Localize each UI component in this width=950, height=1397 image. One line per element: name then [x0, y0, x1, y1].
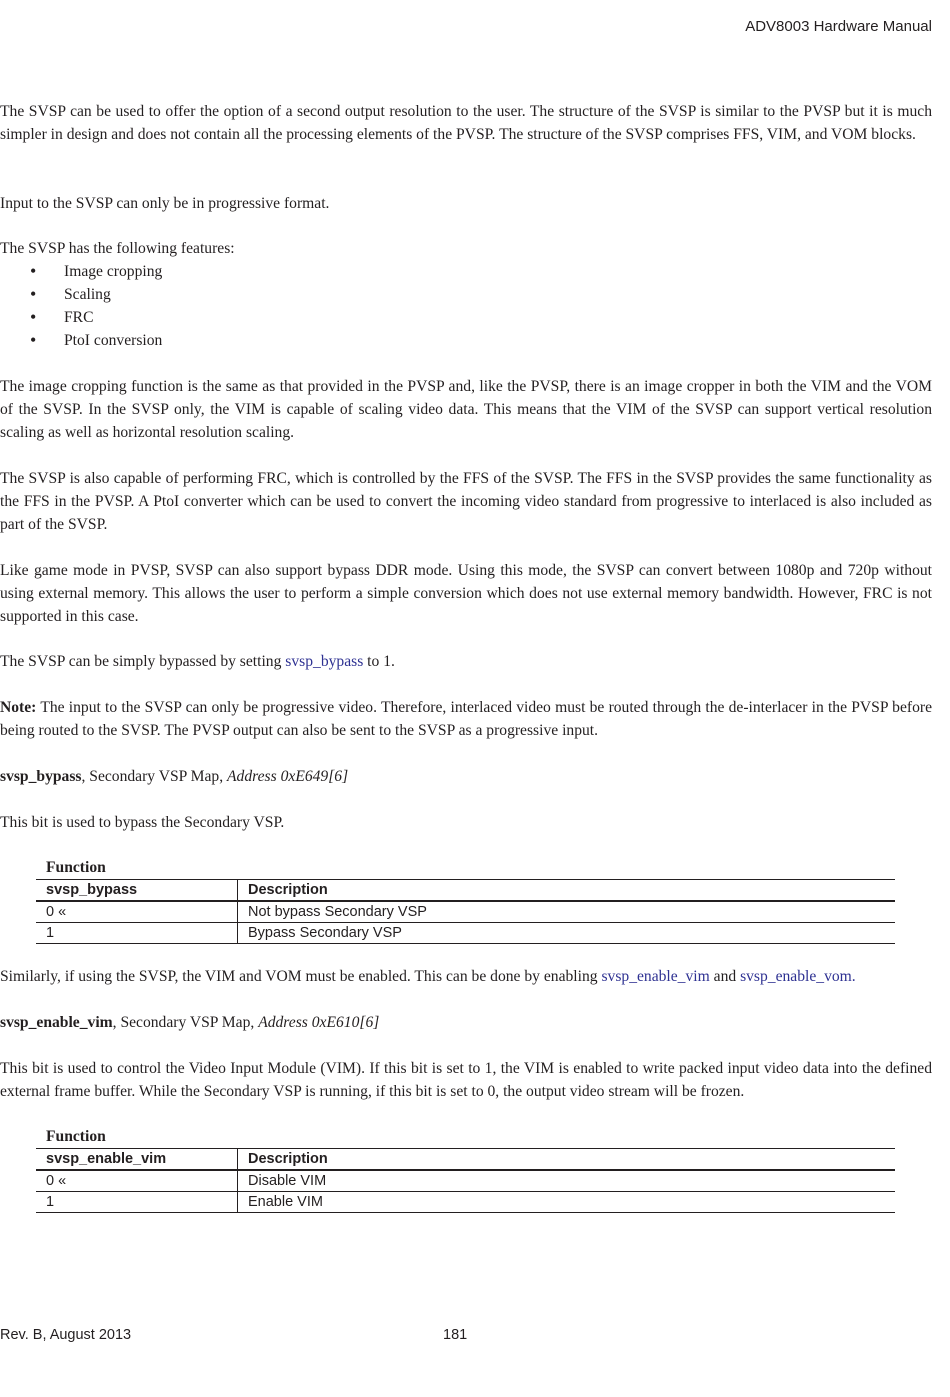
table-row [36, 1170, 895, 1192]
register-description-svsp-bypass [0, 811, 932, 834]
paragraph-text: This bit is used to control the Video Input Module (VIM). If this bit is set to 1, the VIM is enabled to write packed input video data into the defined external frame buffer. While the Secondary VSP is running, if this bit is set to 0, the output video stream will be frozen. [0, 1060, 932, 1100]
register-name: svsp_bypass [0, 768, 82, 785]
footer-page-number: 181 [443, 1327, 468, 1343]
table-row [36, 901, 895, 923]
paragraph-text: Like game mode in PVSP, SVSP can also support bypass DDR mode. Using this mode, the SVSP can convert between 1080p and 720p without using external memory. This allows the user to perform a simple conversion which does not use external memory bandwidth. However, FRC is not supported in this case. [0, 562, 932, 625]
paragraph-bypass-ddr [0, 559, 932, 628]
features-list [0, 260, 932, 352]
paragraph-text: The image cropping function is the same as that provided in the PVSP and, like the PVSP, there is an image cropper in both the VIM and the VOM of the SVSP. In the SVSP only, the VIM is capable of scaling video data. This means that the VIM of the SVSP can support vertical resolution scaling as well as horizontal resolution scaling. [0, 378, 932, 441]
note-paragraph [0, 696, 932, 742]
table-svsp-bypass [36, 857, 895, 944]
table-cell-description: Enable VIM [238, 1192, 896, 1213]
column-header-description: Description [238, 1149, 896, 1171]
register-table [36, 1148, 895, 1213]
register-name: svsp_enable_vim [0, 1014, 113, 1031]
features-heading: The SVSP has the following features: [0, 240, 235, 257]
register-table [36, 879, 895, 944]
svsp-enable-vom-link[interactable]: svsp_enable_vom. [740, 968, 856, 985]
register-description-svsp-enable-vim [0, 1057, 932, 1103]
paragraph-text: The SVSP is also capable of performing FRC, which is controlled by the FFS of the SVSP. The FFS in the SVSP provides the same functionality as the FFS in the PVSP. A PtoI converter which can be used to convert the incoming video standard from progressive to interlaced is also included as part of the SVSP. [0, 470, 932, 533]
list-item: • FRC [0, 306, 932, 329]
features-section [0, 237, 932, 352]
register-map: , Secondary VSP Map, [81, 768, 228, 785]
column-header-value: svsp_bypass [36, 880, 238, 902]
table-row [36, 923, 895, 944]
paragraph-cropping [0, 375, 932, 444]
paragraph-text: The SVSP can be used to offer the option of a second output resolution to the user. The structure of the SVSP is similar to the PVSP but it is much simpler in design and does not contain all the processing elements of the PVSP. The structure of the SVSP comprises FFS, VIM, and VOM blocks. [0, 103, 932, 143]
paragraph-text [0, 650, 932, 673]
table-cell-description: Bypass Secondary VSP [238, 923, 896, 944]
paragraph-bypass [0, 650, 932, 673]
footer-revision: Rev. B, August 2013 [0, 1327, 132, 1343]
text-run: to 1. [363, 653, 395, 670]
table-header-row [36, 1149, 895, 1171]
text-run: and [709, 968, 741, 985]
table-svsp-enable-vim [36, 1126, 895, 1213]
table-cell-value: 0 « [36, 1170, 238, 1192]
svsp-enable-vim-link[interactable]: svsp_enable_vim [601, 968, 710, 985]
list-item: • Scaling [0, 283, 932, 306]
table-header-row [36, 880, 895, 902]
register-address: Address 0xE649[6] [227, 768, 349, 785]
table-cell-value: 1 [36, 923, 238, 944]
paragraph-enable-vim-vom [0, 965, 932, 988]
text-run: Similarly, if using the SVSP, the VIM and VOM must be enabled. This can be done by enabling [0, 968, 602, 985]
paragraph-intro [0, 100, 932, 146]
list-item: • Image cropping [0, 260, 932, 283]
paragraph-text [0, 696, 932, 742]
column-header-description: Description [238, 880, 896, 902]
table-cell-description: Not bypass Secondary VSP [238, 901, 896, 923]
table-cell-value: 1 [36, 1192, 238, 1213]
register-address: Address 0xE610[6] [258, 1014, 380, 1031]
note-label: Note: [0, 699, 37, 716]
paragraph-frc [0, 467, 932, 536]
header-title: ADV8003 Hardware Manual [745, 18, 932, 35]
paragraph-text [0, 765, 932, 788]
table-row [36, 1192, 895, 1213]
column-header-value: svsp_enable_vim [36, 1149, 238, 1171]
table-cell-description: Disable VIM [238, 1170, 896, 1192]
register-heading-svsp-enable-vim [0, 1011, 932, 1034]
table-caption: Function [46, 1128, 106, 1145]
svsp-bypass-link[interactable]: svsp_bypass [285, 653, 364, 670]
paragraph-text: Input to the SVSP can only be in progressive format. [0, 195, 330, 212]
register-map: , Secondary VSP Map, [112, 1014, 259, 1031]
paragraph-text: This bit is used to bypass the Secondary VSP. [0, 814, 285, 831]
paragraph-input-format [0, 192, 932, 215]
text-run: The SVSP can be simply bypassed by setting [0, 653, 286, 670]
paragraph-text [0, 1011, 932, 1034]
note-text: The input to the SVSP can only be progressive video. Therefore, interlaced video must be routed through the de-interlacer in the PVSP before being routed to the SVSP. The PVSP output can also be sent to the SVSP as a progressive input. [0, 699, 932, 739]
register-heading-svsp-bypass [0, 765, 932, 788]
paragraph-text [0, 965, 932, 988]
table-caption: Function [46, 859, 106, 876]
list-item: • PtoI conversion [0, 329, 932, 352]
table-cell-value: 0 « [36, 901, 238, 923]
